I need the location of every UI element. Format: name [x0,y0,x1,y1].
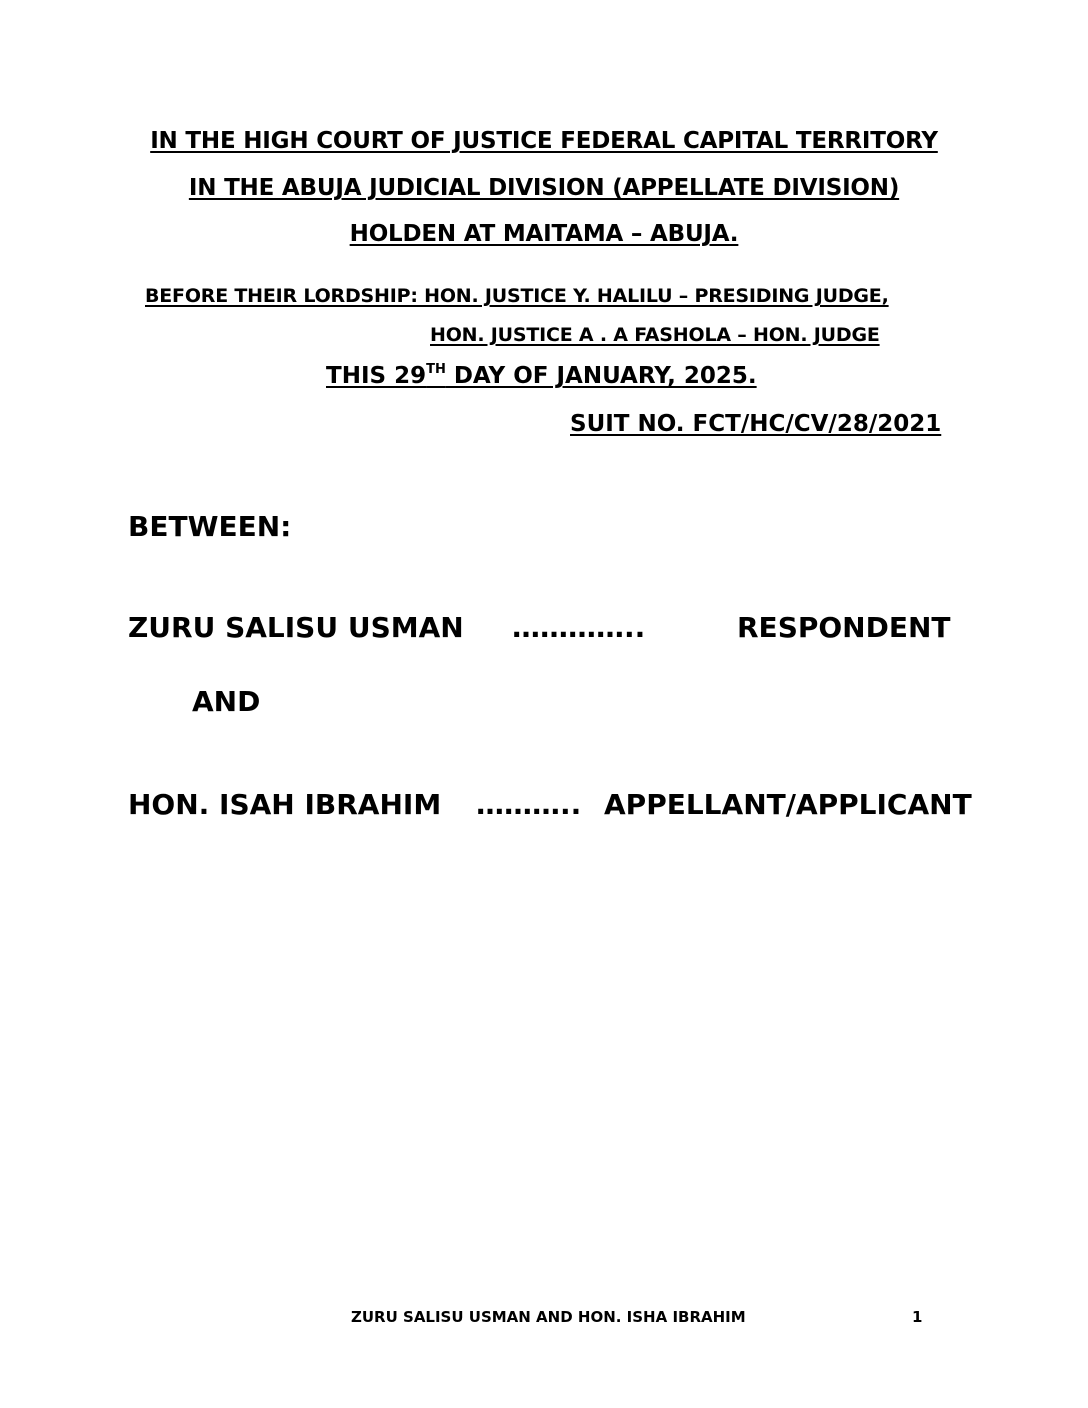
judicial-division-line: IN THE ABUJA JUDICIAL DIVISION (APPELLATE DIVISION) [188,175,900,201]
judgment-date [326,363,757,389]
respondent-role: RESPONDENT [737,611,951,644]
respondent-dots: ………….. [512,611,646,644]
appellant-dots: ……….. [476,788,582,821]
suit-number: SUIT NO. FCT/HC/CV/28/2021 [570,411,942,437]
court-title-line: IN THE HIGH COURT OF JUSTICE FEDERAL CAPITAL TERRITORY [150,128,938,154]
date-prefix: THIS 29 [326,363,427,389]
holden-at-line: HOLDEN AT MAITAMA – ABUJA. [349,221,739,247]
appellant-role: APPELLANT/APPLICANT [604,788,972,821]
date-ordinal-suffix: TH [426,362,446,377]
and-label: AND [192,685,261,718]
respondent-name: ZURU SALISU USMAN [128,611,464,644]
appellant-name: HON. ISAH IBRAHIM [128,788,442,821]
presiding-judge-line: BEFORE THEIR LORDSHIP: HON. JUSTICE Y. HALILU – PRESIDING JUDGE, [145,285,889,307]
second-judge-line: HON. JUSTICE A . A FASHOLA – HON. JUDGE [430,324,880,346]
footer-case-title: ZURU SALISU USMAN AND HON. ISHA IBRAHIM [351,1308,746,1326]
between-label: BETWEEN: [128,510,292,543]
page-number: 1 [912,1308,923,1326]
date-suffix: DAY OF JANUARY, 2025. [445,363,757,389]
